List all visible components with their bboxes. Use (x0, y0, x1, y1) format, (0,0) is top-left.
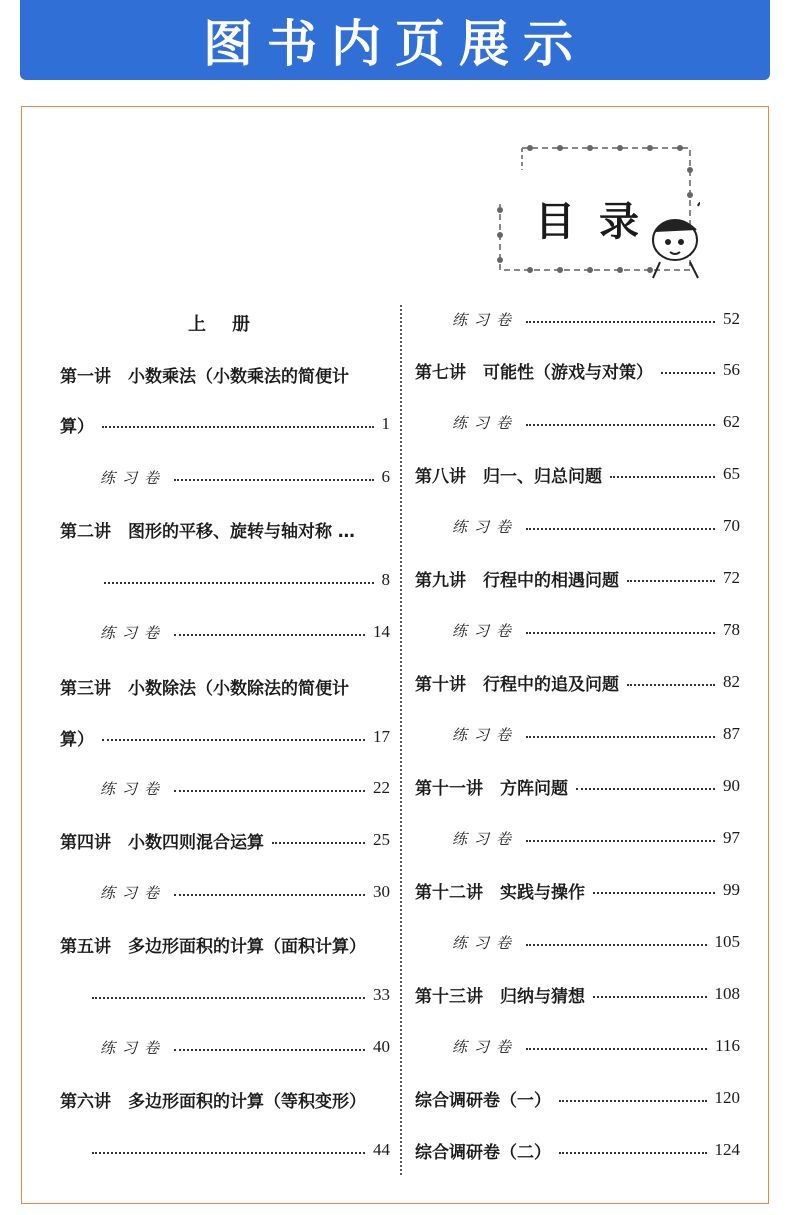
leader-dots (526, 1048, 707, 1050)
entry-title: 练习卷 (100, 779, 167, 798)
entry-title: 第十二讲 实践与操作 (415, 882, 585, 903)
leader-dots (526, 528, 715, 530)
entry-title: 练习卷 (452, 725, 519, 744)
leader-dots (102, 739, 365, 741)
leader-dots (559, 1152, 707, 1154)
entry-page: 8 (381, 570, 390, 589)
toc-title: 目录 (535, 198, 663, 245)
entry-title: 综合调研卷（一） (415, 1090, 551, 1111)
entry-title: 第八讲 归一、归总问题 (415, 466, 602, 487)
leader-dots (610, 476, 715, 478)
entry-page: 82 (723, 672, 740, 691)
toc-entry-exercise-11 (452, 826, 740, 850)
entry-page: 108 (714, 984, 740, 1003)
leader-dots (174, 634, 365, 636)
toc-entry-exercise-2 (100, 620, 390, 644)
leader-dots (526, 632, 715, 634)
toc-entry-exercise-7 (452, 410, 740, 434)
entry-title: 练习卷 (100, 883, 167, 902)
leader-dots (526, 321, 715, 323)
toc-entry-lecture-1: 第一讲 小数乘法（小数乘法的简便计 (60, 367, 349, 387)
entry-page: 120 (714, 1088, 740, 1107)
toc-entry-lecture-2: 第二讲 图形的平移、旋转与轴对称 … (60, 522, 355, 542)
entry-title: 练习卷 (452, 413, 519, 432)
entry-page: 105 (714, 932, 740, 951)
toc-entry-lecture-3: 第三讲 小数除法（小数除法的简便计 (60, 679, 349, 699)
leader-dots (272, 842, 365, 844)
entry-page: 72 (723, 568, 740, 587)
toc-entry-exercise-10 (452, 722, 740, 746)
entry-page: 90 (723, 776, 740, 795)
leader-dots (92, 1152, 365, 1154)
toc-entry-exercise-8 (452, 514, 740, 538)
entry-title: 第九讲 行程中的相遇问题 (415, 570, 619, 591)
entry-title: 第十三讲 归纳与猜想 (415, 986, 585, 1007)
entry-title: 算） (60, 416, 94, 437)
entry-page: 78 (723, 620, 740, 639)
entry-title: 第十讲 行程中的追及问题 (415, 674, 619, 695)
entry-page: 97 (723, 828, 740, 847)
leader-dots (174, 1049, 365, 1051)
entry-title: 练习卷 (452, 829, 519, 848)
toc-entry-lecture-5-cont (92, 983, 390, 1007)
toc-entry-lecture-2-cont (104, 568, 390, 592)
toc-entry-exercise-1 (100, 465, 390, 489)
entry-title: 练习卷 (100, 468, 167, 487)
entry-page: 56 (723, 360, 740, 379)
entry-title: 第十一讲 方阵问题 (415, 778, 568, 799)
entry-title: 第七讲 可能性（游戏与对策） (415, 362, 653, 383)
toc-entry-lecture-6-cont (92, 1138, 390, 1162)
entry-title: 练习卷 (452, 310, 519, 329)
toc-entry-lecture-1-cont (60, 412, 390, 436)
entry-title: 练习卷 (452, 517, 519, 536)
toc-entry-exercise-3 (100, 776, 390, 800)
leader-dots (92, 997, 365, 999)
volume-label: 上册 (188, 314, 276, 335)
leader-dots (174, 790, 365, 792)
toc-entry-lecture-6: 第六讲 多边形面积的计算（等积变形） (60, 1092, 366, 1112)
toc-entry-lecture-3-cont (60, 725, 390, 749)
leader-dots (661, 372, 715, 374)
leader-dots (593, 892, 715, 894)
entry-page: 22 (373, 778, 390, 797)
entry-page: 6 (381, 467, 390, 486)
entry-page: 17 (373, 727, 390, 746)
toc-entry-exercise-6 (452, 307, 740, 331)
toc-entry-lecture-10 (415, 670, 740, 694)
entry-page: 1 (381, 414, 390, 433)
toc-entry-exercise-9 (452, 618, 740, 642)
column-divider (400, 305, 402, 1175)
entry-title: 练习卷 (452, 933, 519, 952)
entry-title: 练习卷 (452, 621, 519, 640)
leader-dots (559, 1100, 707, 1102)
leader-dots (174, 479, 373, 481)
leader-dots (526, 424, 715, 426)
entry-page: 62 (723, 412, 740, 431)
leader-dots (104, 582, 374, 584)
leader-dots (593, 996, 707, 998)
entry-page: 99 (723, 880, 740, 899)
entry-page: 116 (715, 1036, 740, 1055)
toc-entry-lecture-13 (415, 982, 740, 1006)
toc-entry-lecture-4 (60, 828, 390, 852)
header-banner (20, 0, 770, 80)
entry-page: 52 (723, 309, 740, 328)
toc-entry-review-2 (415, 1138, 740, 1162)
entry-title: 练习卷 (100, 623, 167, 642)
entry-title: 练习卷 (452, 1037, 519, 1056)
toc-entry-lecture-8 (415, 462, 740, 486)
entry-page: 65 (723, 464, 740, 483)
toc-entry-lecture-7 (415, 358, 740, 382)
entry-page: 70 (723, 516, 740, 535)
entry-title: 第四讲 小数四则混合运算 (60, 832, 264, 853)
leader-dots (526, 944, 706, 946)
entry-page: 44 (373, 1140, 390, 1159)
leader-dots (102, 426, 374, 428)
entry-page: 14 (373, 622, 390, 641)
leader-dots (174, 894, 365, 896)
entry-page: 30 (373, 882, 390, 901)
toc-entry-exercise-5 (100, 1035, 390, 1059)
leader-dots (576, 788, 715, 790)
leader-dots (526, 736, 715, 738)
toc-entry-lecture-11 (415, 774, 740, 798)
toc-entry-lecture-5: 第五讲 多边形面积的计算（面积计算） (60, 937, 366, 957)
entry-title: 综合调研卷（二） (415, 1142, 551, 1163)
toc-entry-lecture-9 (415, 566, 740, 590)
entry-title: 算） (60, 729, 94, 750)
toc-entry-review-1 (415, 1086, 740, 1110)
leader-dots (627, 580, 715, 582)
leader-dots (526, 840, 715, 842)
toc-entry-exercise-13 (452, 1034, 740, 1058)
banner-title: 图书内页展示 (203, 15, 587, 73)
toc-entry-exercise-4 (100, 880, 390, 904)
entry-page: 25 (373, 830, 390, 849)
entry-page: 40 (373, 1037, 390, 1056)
toc-entry-lecture-12 (415, 878, 740, 902)
entry-page: 33 (373, 985, 390, 1004)
leader-dots (627, 684, 715, 686)
toc-entry-exercise-12 (452, 930, 740, 954)
entry-title: 练习卷 (100, 1038, 167, 1057)
entry-page: 87 (723, 724, 740, 743)
entry-page: 124 (714, 1140, 740, 1159)
